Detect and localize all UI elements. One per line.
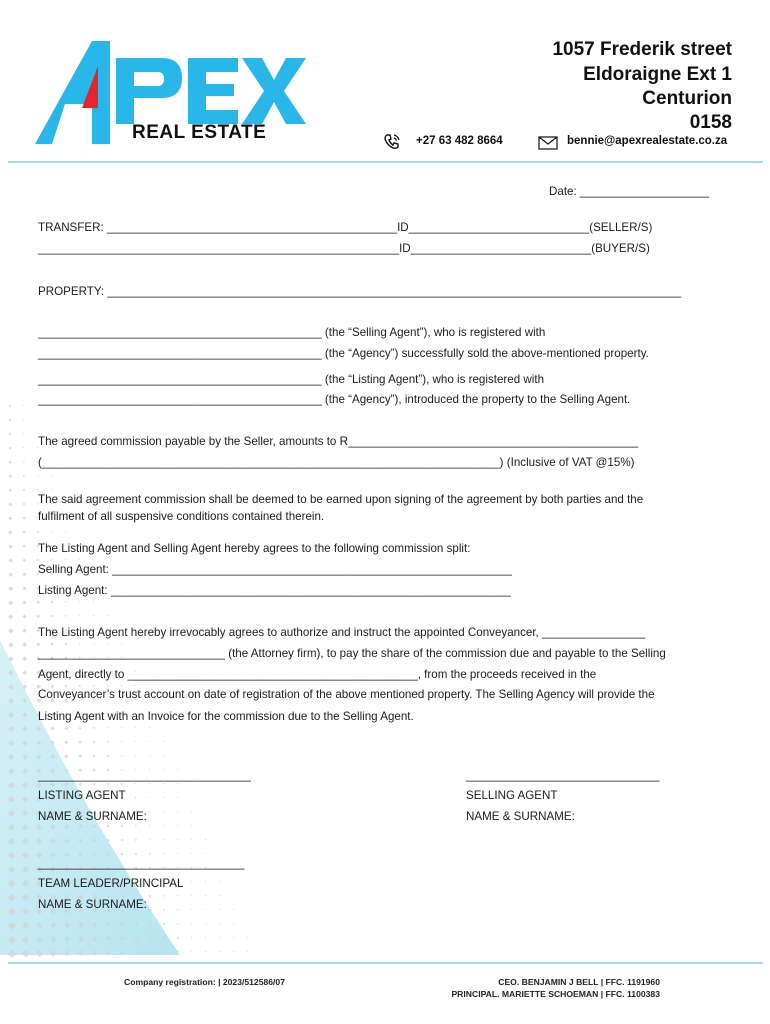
listing-agent-label: LISTING AGENT bbox=[38, 789, 126, 802]
listing-agent-registered-line: ____________________________________________ (the “Listing Agent”), who is registered with bbox=[38, 373, 545, 386]
split-intro: The Listing Agent and Selling Agent hereby agrees to the following commission split: bbox=[38, 542, 471, 555]
selling-agent-label: SELLING AGENT bbox=[466, 789, 558, 802]
address-line-3: Centurion bbox=[642, 88, 732, 109]
team-leader-signature-line: ________________________________ bbox=[38, 857, 245, 870]
listing-agency-line: ____________________________________________ (the “Agency”), introduced the property to the Selling Agent. bbox=[38, 393, 631, 406]
earned-clause-line-1: The said agreement commission shall be deemed to be earned upon signing of the agreement by both parties and the bbox=[38, 493, 644, 506]
listing-agent-signature-line: _________________________________ bbox=[38, 769, 251, 782]
footer-divider bbox=[8, 962, 763, 964]
phone-number: +27 63 482 8664 bbox=[416, 135, 503, 147]
team-leader-name-surname: NAME & SURNAME: bbox=[38, 898, 147, 911]
instruction-line-5: Listing Agent with an Invoice for the commission due to the Selling Agent. bbox=[38, 710, 414, 723]
date-field: Date: ____________________ bbox=[549, 185, 709, 198]
earned-clause-line-2: fulfilment of all suspensive conditions contained therein. bbox=[38, 510, 325, 523]
selling-name-surname: NAME & SURNAME: bbox=[466, 810, 575, 823]
address-line-4: 0158 bbox=[689, 112, 732, 133]
header-divider bbox=[8, 161, 763, 163]
principal-credit: PRINCIPAL. MARIETTE SCHOEMAN | FFC. 1100383 bbox=[451, 989, 660, 999]
split-selling-agent: Selling Agent: ______________________________________________________________ bbox=[38, 563, 512, 576]
instruction-line-4: Conveyancer’s trust account on date of registration of the above mentioned property. The Selling Agency will provide the bbox=[38, 688, 655, 701]
selling-agent-registered-line: ____________________________________________ (the “Selling Agent”), who is registered with bbox=[38, 326, 546, 339]
commission-amount-line: The agreed commission payable by the Seller, amounts to R_____________________________________________ bbox=[38, 435, 639, 448]
instruction-line-1: The Listing Agent hereby irrevocably agrees to authorize and instruct the appointed Conveyancer, ________________ bbox=[38, 626, 646, 639]
envelope-icon bbox=[538, 136, 558, 155]
address-line-1: 1057 Frederik street bbox=[552, 39, 732, 60]
logo-subtitle: REAL ESTATE bbox=[132, 122, 267, 143]
company-logo bbox=[30, 36, 310, 151]
property-line: PROPERTY: _________________________________________________________________________________________ bbox=[38, 285, 682, 298]
address-line-2: Eldoraigne Ext 1 bbox=[583, 64, 732, 85]
company-registration: Company registration: | 2023/512586/07 bbox=[124, 977, 285, 987]
split-listing-agent: Listing Agent: ______________________________________________________________ bbox=[38, 584, 511, 597]
email-address: bennie@apexrealestate.co.za bbox=[567, 135, 728, 147]
commission-words-line: (_______________________________________________________________________) (Inclusive of VAT @15%) bbox=[38, 456, 635, 469]
phone-icon bbox=[383, 133, 401, 156]
instruction-line-3: Agent, directly to _____________________________________________, from the proceeds received in the bbox=[38, 668, 597, 681]
transfer-seller-line: TRANSFER: _____________________________________________ID____________________________(SELLER/S) bbox=[38, 221, 653, 234]
instruction-line-2: _____________________________ (the Attorney firm), to pay the share of the commission due and payable to the Selling bbox=[38, 647, 666, 660]
selling-agency-line: ____________________________________________ (the “Agency”) successfully sold the above-mentioned property. bbox=[38, 347, 649, 360]
ceo-credit: CEO. BENJAMIN J BELL | FFC. 1191960 bbox=[498, 977, 660, 987]
transfer-buyer-line: ________________________________________________________ID____________________________(BUYER/S) bbox=[38, 242, 650, 255]
selling-agent-signature-line: ______________________________ bbox=[466, 769, 660, 782]
listing-name-surname: NAME & SURNAME: bbox=[38, 810, 147, 823]
team-leader-label: TEAM LEADER/PRINCIPAL bbox=[38, 877, 184, 890]
